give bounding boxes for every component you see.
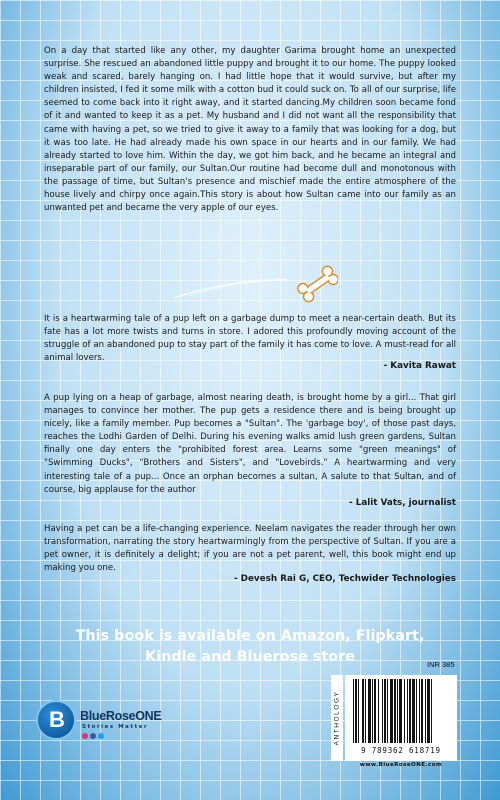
review-author: - Lalit Vats, journalist bbox=[349, 498, 456, 508]
review-quote: Having a pet can be a life-changing experience. Neelam navigates the reader through her own transformation, narrating the story heartwarmingly from the perspective of Sultan. If you are a pet owner, it is definitely a delight; if you are not a pet parent, well, this book might end up making you one. bbox=[44, 524, 456, 574]
barcode-bar bbox=[372, 679, 373, 743]
barcode-bar bbox=[387, 679, 388, 743]
barcode-bar bbox=[368, 679, 371, 743]
instagram-icon bbox=[82, 733, 88, 739]
review-quote: It is a heartwarming tale of a pup left on a garbage dump to meet a near-certain death. But its fate has a lot more twists and turns in store. I adored this profoundly moving account of the struggle of an abandoned pup to stay part of the family it has come to love. A must-read for all animal lovers. bbox=[44, 314, 456, 364]
barcode-bar bbox=[384, 679, 386, 743]
publisher-website: www.BlueRoseONE.com bbox=[359, 762, 443, 768]
barcode-bar bbox=[374, 679, 376, 743]
logo-letter: B bbox=[49, 707, 65, 732]
barcode-bar bbox=[404, 679, 405, 743]
category-label: ANTHOLOGY bbox=[333, 690, 341, 746]
barcode-bars bbox=[353, 679, 449, 745]
publisher-tagline: Stories Matter bbox=[82, 724, 149, 730]
barcode-bar bbox=[399, 679, 402, 743]
publisher-name: BlueRoseONE bbox=[80, 709, 162, 723]
barcode-bar bbox=[394, 679, 396, 743]
barcode-bar bbox=[358, 679, 359, 743]
barcode-bar bbox=[427, 679, 430, 743]
barcode-bar bbox=[421, 679, 423, 743]
barcode-bar bbox=[419, 679, 420, 743]
availability-line: This book is available on Amazon, Flipkart, bbox=[75, 628, 425, 644]
review-author: - Kavita Rawat bbox=[383, 361, 456, 371]
publisher-logo bbox=[36, 700, 166, 750]
blurb-paragraph: On a day that started like any other, my daughter Garima brought home an unexpected surprise. She rescued an abandoned little puppy and brought it to our home. The puppy looked weak and scared, barely hanging on. I had little hope that it would survive, but after my children insisted, I fed it some milk with a cotton bud it could suck on. To all of our surprise, life seemed to come back into it right away, and it started dancing.My children soon became fond of it and wanted to keep it as a pet. My husband and I did not want all the responsibility that came with having a pet, so we tried to give it away to a family that was looking for a dog, but it was too late. He had already made his own space in our hearts and in our family. We had already started to love him. Within the day, we got him back, and he became an integral and inseparable part of our family, our Sultan.Our routine had become dull and monotonous with the passage of time, but Sultan's presence and mischief made the entire atmosphere of the house lively and chirpy once again.This story is about how Sultan came into our family as an unwanted pet and became the very apple of our eyes. bbox=[44, 46, 456, 214]
review-author: - Devesh Rai G, CEO, Techwider Technologies bbox=[233, 574, 456, 584]
barcode-bar bbox=[407, 679, 408, 743]
price-label: INR 385 bbox=[427, 660, 455, 669]
barcode-bar bbox=[353, 679, 354, 743]
barcode-bar bbox=[425, 679, 426, 743]
logo-badge bbox=[36, 700, 76, 740]
availability-notice bbox=[0, 626, 500, 668]
barcode-bar bbox=[355, 679, 357, 743]
barcode-bar bbox=[378, 679, 379, 743]
barcode-bar bbox=[382, 679, 383, 743]
barcode bbox=[345, 675, 457, 761]
availability-line: Kindle and Bluerose store bbox=[144, 649, 355, 665]
bone-icon bbox=[168, 250, 338, 310]
facebook-icon bbox=[90, 733, 96, 739]
twitter-icon bbox=[98, 733, 104, 739]
barcode-bar bbox=[390, 679, 393, 743]
review-quote: A pup lying on a heap of garbage, almost nearing death, is brought home by a girl... That girl manages to convince her mother. The pup gets a residence there and is being brought up nicely, like a family member. Pup becomes a "Sultan". The 'garbage boy', of those past days, reaches the Lodhi Garden of Delhi. During his evening walks amid lush green gardens, Sultan finally one day enters the "prohibited forest area. Learns some "green meanings" of "Swimming Ducks", "Brothers and Sisters", and "Lovebirds." A heartwarming and very interesting tale of a pup... Once an orphan becomes a sultan, A salute to that Sultan, and of course, big applause for the author bbox=[44, 393, 456, 495]
barcode-bar bbox=[362, 679, 364, 743]
barcode-bar bbox=[416, 679, 417, 743]
barcode-bar bbox=[397, 679, 398, 743]
isbn-number: 9 789362 618719 bbox=[361, 746, 441, 755]
barcode-bar bbox=[365, 679, 366, 743]
barcode-bar bbox=[431, 679, 432, 743]
barcode-bar bbox=[412, 679, 415, 743]
barcode-bar bbox=[409, 679, 411, 743]
